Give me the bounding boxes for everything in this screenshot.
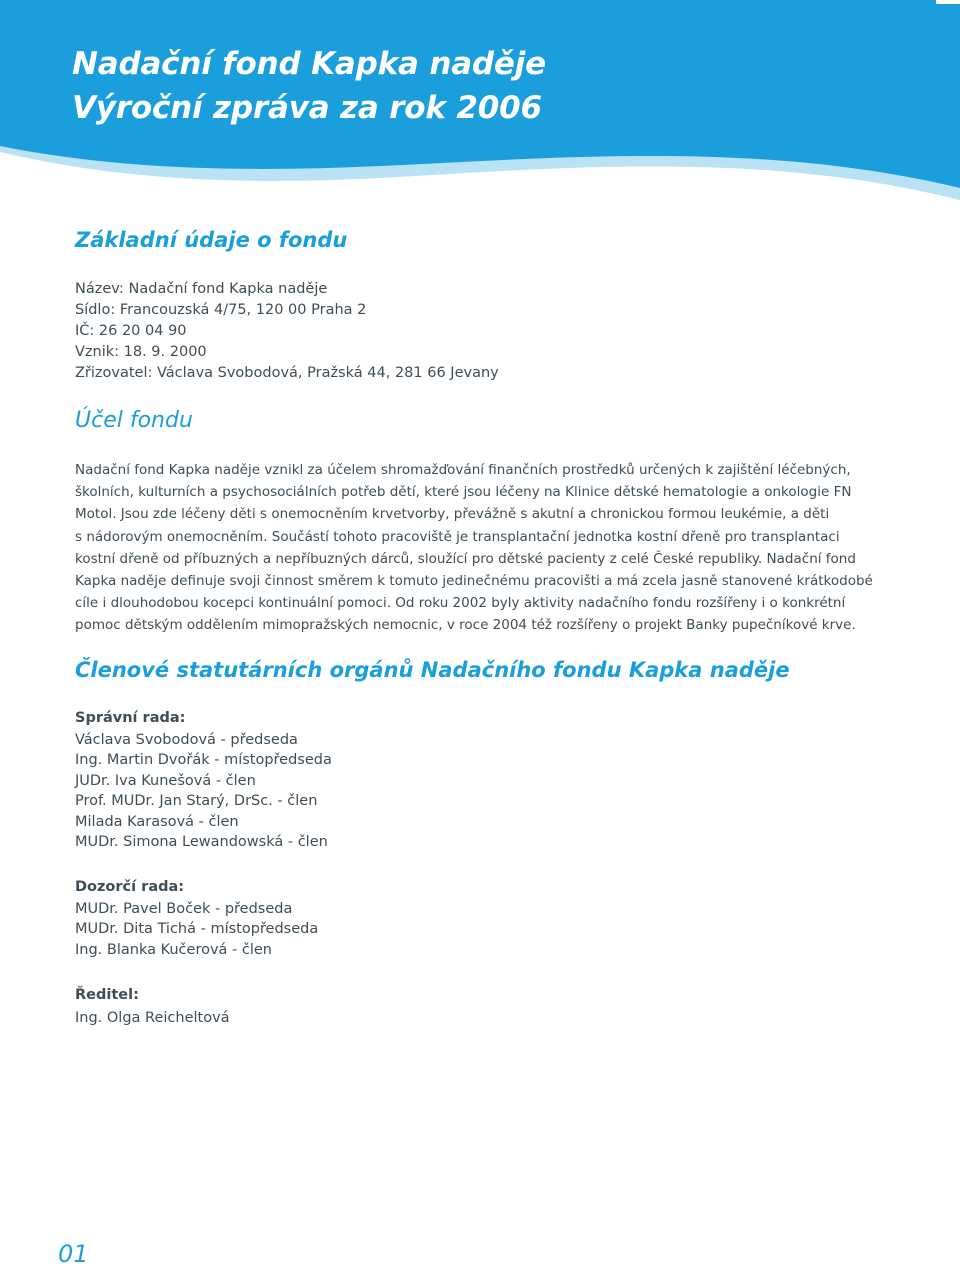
supervisory-member: MUDr. Pavel Boček - předseda: [75, 901, 293, 917]
report-title-line-2: Výroční zpráva za rok 2006: [72, 90, 542, 126]
board-member: Václava Svobodová - předseda: [75, 732, 298, 748]
supervisory-label: Dozorčí rada:: [75, 879, 185, 895]
info-line-founded: Vznik: 18. 9. 2000: [75, 344, 207, 360]
board-member: JUDr. Iva Kunešová - člen: [75, 773, 256, 789]
purpose-line: školních, kulturních a psychosociálních potřeb dětí, které jsou léčeny na Klinice dětské hematologie a onkologie FN: [75, 484, 852, 501]
purpose-line: cíle i dlouhodobou kocepci kontinuální pomoci. Od roku 2002 byly aktivity nadačního fondu rozšířeny i o konkrétní: [75, 595, 846, 612]
purpose-line: Motol. Jsou zde léčeny děti s onemocněním krvetvorby, převážně s akutní a chronickou formou leukémie, a děti: [75, 506, 830, 523]
purpose-line: kostní dřeně od příbuzných a nepříbuzných dárců, sloužící pro dětské pacienty z celé České republiky. Nadační fond: [75, 550, 856, 567]
board-member: Prof. MUDr. Jan Starý, DrSc. - člen: [75, 793, 318, 809]
board-label: Správní rada:: [75, 710, 186, 726]
purpose-line: Kapka naděje definuje svoji činnost směrem k tomuto jedinečnému pracovišti a má zcela jasně stanovené krátkodobé: [75, 573, 873, 590]
purpose-line: s nádorovým onemocněním. Součástí tohoto pracoviště je transplantační jednotka kostní dřeně pro transplantaci: [75, 528, 840, 545]
purpose-paragraph: [75, 459, 875, 637]
info-line-seat: Sídlo: Francouzská 4/75, 120 00 Praha 2: [75, 302, 367, 318]
board-member: Ing. Martin Dvořák - místopředseda: [75, 752, 332, 768]
page-number: 01: [58, 1240, 89, 1268]
purpose-line: Nadační fond Kapka naděje vznikl za účelem shromažďování finančních prostředků určených k zajištění léčebných,: [75, 462, 851, 478]
members-heading: Členové statutárních orgánů Nadačního fondu Kapka naděje: [75, 658, 790, 682]
purpose-line: pomoc dětským oddělením mimopražských nemocnic, v roce 2004 též rozšířeny o projekt Banky pupečníkové krve.: [75, 617, 856, 634]
director-label: Ředitel:: [75, 987, 139, 1003]
board-member: Milada Karasová - člen: [75, 814, 239, 830]
report-title-line-1: Nadační fond Kapka naděje: [72, 46, 546, 82]
supervisory-member: Ing. Blanka Kučerová - člen: [75, 942, 272, 958]
corner-mark: [936, 0, 960, 4]
info-line-name: Název: Nadační fond Kapka naděje: [75, 281, 328, 297]
board-member: MUDr. Simona Lewandowská - člen: [75, 834, 328, 850]
info-line-founder: Zřizovatel: Václava Svobodová, Pražská 44, 281 66 Jevany: [75, 365, 499, 381]
director-name: Ing. Olga Reicheltová: [75, 1010, 230, 1026]
purpose-heading: Účel fondu: [75, 408, 193, 433]
supervisory-member: MUDr. Dita Tichá - místopředseda: [75, 921, 319, 937]
basic-info-heading: Základní údaje o fondu: [75, 228, 348, 252]
info-line-id: IČ: 26 20 04 90: [75, 323, 187, 339]
